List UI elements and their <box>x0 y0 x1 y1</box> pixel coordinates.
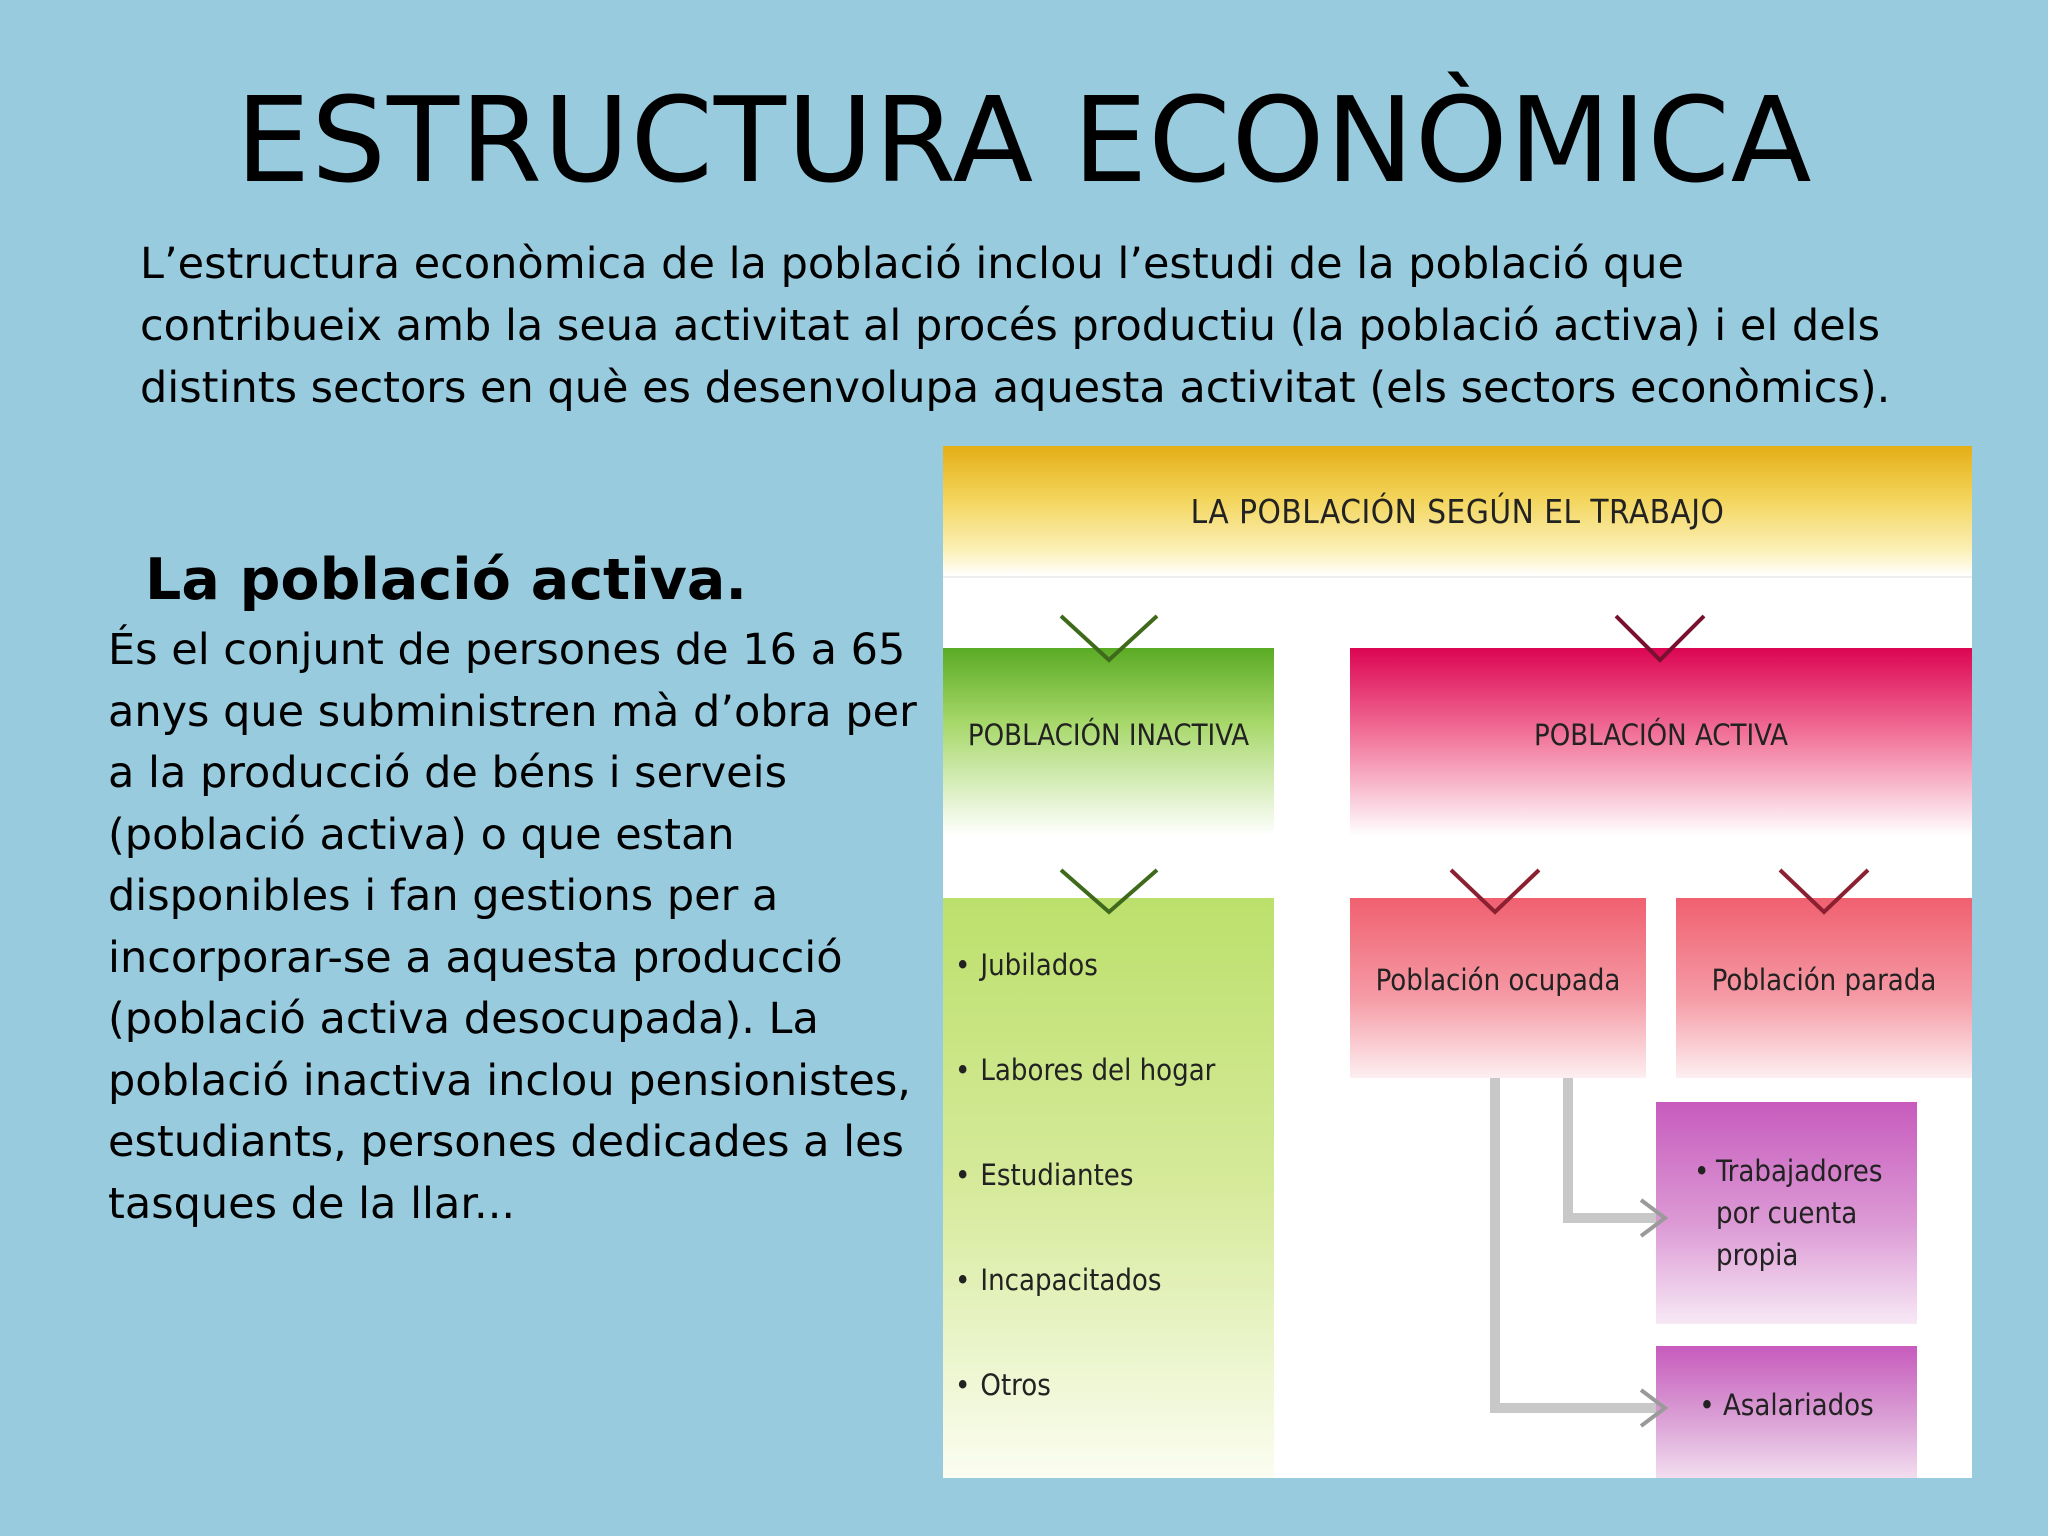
list-item: • Incapacitados <box>955 1263 1161 1297</box>
list-item: • Estudiantes <box>955 1158 1133 1192</box>
intro-paragraph: L’estructura econòmica de la població inclou l’estudi de la població que contribueix amb la seua activitat al procés productiu (la població activa) i el dels distints sectors en què es desenvolupa aquesta activitat (els sectors econòmics). <box>140 239 1891 413</box>
list-item: • Otros <box>955 1368 1051 1402</box>
bullet-icon: • <box>1694 1154 1710 1188</box>
slide-title: ESTRUCTURA ECONÒMICA <box>235 71 1813 209</box>
body-paragraph: És el conjunt de persones de 16 a 65 anys que subministren mà d’obra per a la producció de béns i serveis (població activa) o que estan disponibles i fan gestions per a incorporar-se a aquesta producció (població activa desocupada). La població inactiva inclou pensionistes, estudiants, persones dedicades a les tasques de la llar... <box>108 625 917 1229</box>
chevron-down-icon <box>1061 870 1157 912</box>
chevron-down-icon <box>1451 870 1539 912</box>
chevron-down-icon <box>1061 616 1157 660</box>
section-heading: La població activa. <box>145 547 748 613</box>
list-item: • Jubilados <box>955 948 1098 982</box>
list-item: • Labores del hogar <box>955 1053 1215 1087</box>
active-population-label: POBLACIÓN ACTIVA <box>1534 718 1788 752</box>
chevron-down-icon <box>1780 870 1868 912</box>
diagram-header: LA POBLACIÓN SEGÚN EL TRABAJO <box>943 446 1972 578</box>
population-diagram <box>943 446 1972 1478</box>
self-employed-label: Trabajadores por cuenta propia <box>1716 1154 1883 1272</box>
chevron-down-icon <box>1616 616 1704 660</box>
salaried-label: • Asalariados <box>1699 1388 1874 1422</box>
connector-arrow <box>1495 1078 1656 1408</box>
employed-population-label: Población ocupada <box>1375 963 1621 997</box>
connector-arrow <box>1568 1078 1656 1218</box>
diagram-connectors <box>943 446 1972 1478</box>
inactive-population-label: POBLACIÓN INACTIVA <box>967 718 1250 752</box>
unemployed-population-label: Población parada <box>1711 963 1937 997</box>
